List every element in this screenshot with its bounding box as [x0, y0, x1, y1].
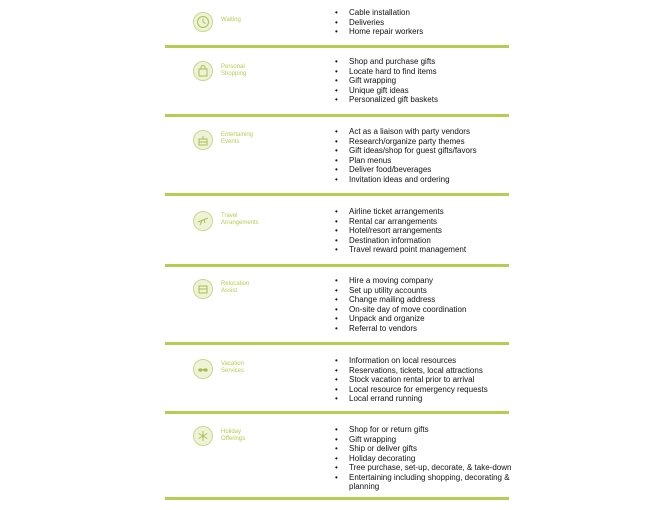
list-item-continuation: planning	[349, 482, 380, 491]
list-item: • Shop and purchase gifts	[335, 57, 438, 67]
section-divider	[165, 114, 509, 117]
service-list	[335, 425, 511, 492]
list-item: • Act as a liaison with party vendors	[335, 127, 477, 137]
section-relocation	[165, 276, 509, 338]
section-divider	[165, 264, 509, 267]
section-divider	[165, 497, 509, 500]
list-item: • Invitation ideas and ordering	[335, 175, 477, 185]
section-travel-arrangements	[165, 207, 509, 262]
snowflake-icon	[193, 426, 213, 446]
service-list	[335, 207, 466, 255]
shopping-bag-icon	[193, 61, 213, 81]
list-item: • Hire a moving company	[335, 276, 466, 286]
list-item: • Holiday decorating	[335, 454, 511, 464]
list-item: • Plan menus	[335, 156, 477, 166]
list-item: • Research/organize party themes	[335, 137, 477, 147]
section-vacation-services	[165, 356, 509, 408]
section-label: Vacation Services	[221, 361, 245, 374]
list-item: • Entertaining including shopping, decorating &	[335, 473, 511, 483]
list-item: • On-site day of move coordination	[335, 305, 466, 315]
section-label: Travel Arrangements	[221, 213, 259, 226]
section-personal-shopping	[165, 57, 509, 112]
sunglasses-icon	[193, 359, 213, 379]
list-item: • Deliver food/beverages	[335, 165, 477, 175]
section-entertaining-events	[165, 127, 509, 189]
service-list	[335, 276, 466, 333]
list-item: • Local errand running	[335, 394, 488, 404]
service-list	[335, 356, 488, 404]
list-item: • Unpack and organize	[335, 314, 466, 324]
list-item: • Gift ideas/shop for guest gifts/favors	[335, 146, 477, 156]
cake-icon	[193, 130, 213, 150]
service-list	[335, 127, 477, 184]
list-item: • Locate hard to find items	[335, 67, 438, 77]
list-item: • Ship or deliver gifts	[335, 444, 511, 454]
clock-icon	[193, 12, 213, 32]
airplane-icon	[193, 211, 213, 231]
list-item: • Rental car arrangements	[335, 217, 466, 227]
list-item: • Airline ticket arrangements	[335, 207, 466, 217]
section-label: Relocation Assist	[221, 281, 250, 294]
list-item: • Shop for or return gifts	[335, 425, 511, 435]
section-label: Entertaining Events	[221, 132, 254, 145]
list-item: • Travel reward point management	[335, 245, 466, 255]
list-item: • Destination information	[335, 236, 466, 246]
list-item: • Personalized gift baskets	[335, 95, 438, 105]
list-item: • Cable installation	[335, 8, 423, 18]
list-item: • Local resource for emergency requests	[335, 385, 488, 395]
list-item: • Change mailing address	[335, 295, 466, 305]
section-label: Personal Shopping	[221, 64, 247, 77]
section-label: Holiday Offerings	[221, 429, 246, 442]
list-item: • Deliveries	[335, 18, 423, 28]
section-divider	[165, 411, 509, 414]
list-item: • Gift wrapping	[335, 435, 511, 445]
section-waiting	[165, 8, 509, 48]
list-item: • Gift wrapping	[335, 76, 438, 86]
list-item: • Stock vacation rental prior to arrival	[335, 375, 488, 385]
service-list	[335, 57, 438, 105]
list-item: • Hotel/resort arrangements	[335, 226, 466, 236]
section-divider	[165, 342, 509, 345]
moving-box-icon	[193, 279, 213, 299]
section-divider	[165, 193, 509, 196]
list-item: • Tree purchase, set-up, decorate, & take-down	[335, 463, 511, 473]
list-item: • Referral to vendors	[335, 324, 466, 334]
list-item: • Information on local resources	[335, 356, 488, 366]
section-divider	[165, 45, 509, 48]
section-holiday-offerings	[165, 425, 512, 495]
section-label: Waiting	[221, 17, 241, 23]
list-item: • Reservations, tickets, local attractions	[335, 366, 488, 376]
list-item: • Home repair workers	[335, 27, 423, 37]
list-item: • Set up utility accounts	[335, 286, 466, 296]
service-list	[335, 8, 423, 37]
list-item: • Unique gift ideas	[335, 86, 438, 96]
